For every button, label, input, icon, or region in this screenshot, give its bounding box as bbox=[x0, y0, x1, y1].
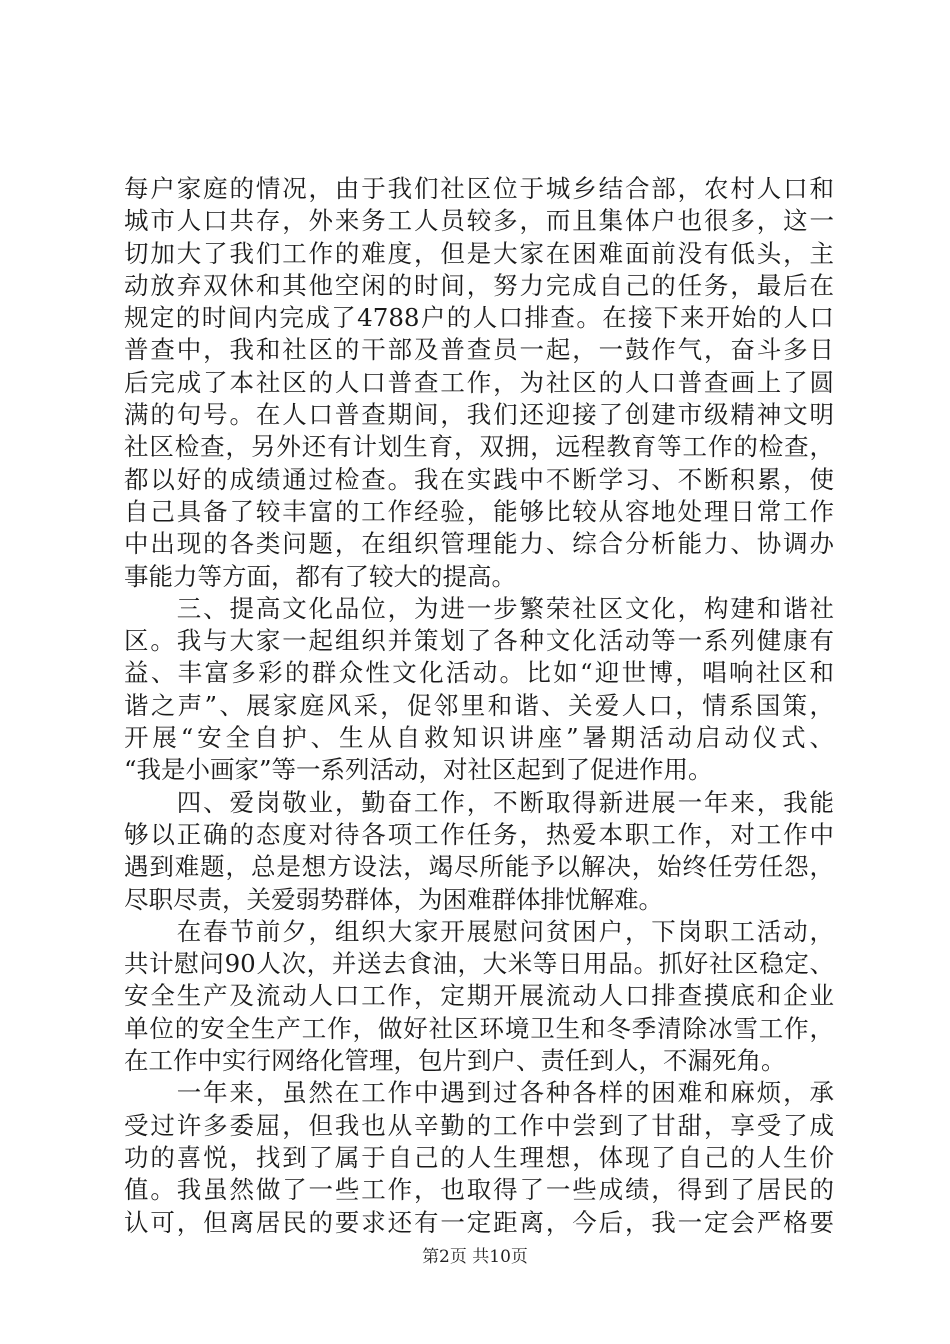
text-line: 单位的安全生产工作，做好社区环境卫生和冬季清除冰雪工作， bbox=[124, 1013, 834, 1043]
text-line: 受过许多委屈，但我也从辛勤的工作中尝到了甘甜，享受了成 bbox=[124, 1110, 834, 1140]
text-line: 认可，但离居民的要求还有一定距离，今后，我一定会严格要 bbox=[124, 1207, 834, 1237]
text-line: 城市人口共存，外来务工人员较多，而且集体户也很多，这一 bbox=[124, 206, 834, 236]
text-line: 自己具备了较丰富的工作经验，能够比较从容地处理日常工作 bbox=[124, 496, 834, 526]
text-line: 都以好的成绩通过检查。我在实践中不断学习、不断积累，使 bbox=[124, 464, 834, 494]
text-line: 后完成了本社区的人口普查工作，为社区的人口普查画上了圆 bbox=[124, 367, 834, 397]
paragraph bbox=[124, 787, 834, 916]
paragraph bbox=[124, 916, 834, 1077]
text-line: 谐之声”、展家庭风采，促邻里和谐、关爱人口，情系国策， bbox=[124, 690, 834, 720]
text-line: 满的句号。在人口普查期间，我们还迎接了创建市级精神文明 bbox=[124, 400, 834, 430]
text-line: 值。我虽然做了一些工作，也取得了一些成绩，得到了居民的 bbox=[124, 1175, 834, 1205]
paragraph bbox=[124, 1077, 834, 1238]
document-body bbox=[124, 173, 834, 1239]
text-line: 事能力等方面，都有了较大的提高。 bbox=[124, 561, 516, 591]
text-line: 中出现的各类问题，在组织管理能力、综合分析能力、协调办 bbox=[124, 529, 834, 559]
text-line: 切加大了我们工作的难度，但是大家在困难面前没有低头，主 bbox=[124, 238, 834, 268]
text-line: 尽职尽责，关爱弱势群体，为困难群体排忧解难。 bbox=[124, 884, 663, 914]
text-line: 益、丰富多彩的群众性文化活动。比如“迎世博，唱响社区和 bbox=[124, 658, 834, 688]
text-line: 在工作中实行网络化管理，包片到户、责任到人，不漏死角。 bbox=[124, 1046, 786, 1076]
text-line: 功的喜悦，找到了属于自己的人生理想，体现了自己的人生价 bbox=[124, 1142, 834, 1172]
text-line: 规定的时间内完成了4788户的人口排查。在接下来开始的人口 bbox=[124, 303, 834, 333]
text-line: 在春节前夕，组织大家开展慰问贫困户，下岗职工活动， bbox=[124, 916, 834, 946]
text-line: “我是小画家”等一系列活动，对社区起到了促进作用。 bbox=[124, 755, 713, 785]
paragraph bbox=[124, 173, 834, 593]
text-line: 每户家庭的情况，由于我们社区位于城乡结合部，农村人口和 bbox=[124, 174, 834, 203]
text-line: 四、爱岗敬业，勤奋工作，不断取得新进展一年来，我能 bbox=[124, 787, 834, 817]
text-line: 三、提高文化品位，为进一步繁荣社区文化，构建和谐社 bbox=[124, 593, 834, 623]
text-line: 够以正确的态度对待各项工作任务，热爱本职工作，对工作中 bbox=[124, 819, 834, 849]
text-line: 一年来，虽然在工作中遇到过各种各样的困难和麻烦，承 bbox=[124, 1078, 834, 1108]
text-line: 安全生产及流动人口工作，定期开展流动人口排查摸底和企业 bbox=[124, 981, 834, 1011]
text-line: 开展“安全自护、生从自救知识讲座”暑期活动启动仪式、 bbox=[124, 723, 834, 753]
text-line: 遇到难题，总是想方设法，竭尽所能予以解决，始终任劳任怨， bbox=[124, 852, 834, 882]
page-footer: 第2页 共10页 bbox=[422, 1247, 528, 1267]
text-line: 社区检查，另外还有计划生育，双拥，远程教育等工作的检查， bbox=[124, 432, 834, 462]
text-line: 动放弃双休和其他空闲的时间，努力完成自己的任务，最后在 bbox=[124, 270, 834, 300]
paragraph bbox=[124, 593, 834, 787]
text-line: 区。我与大家一起组织并策划了各种文化活动等一系列健康有 bbox=[124, 626, 834, 656]
text-line: 普查中，我和社区的干部及普查员一起，一鼓作气，奋斗多日 bbox=[124, 335, 834, 365]
text-line: 共计慰问90人次，并送去食油，大米等日用品。抓好社区稳定、 bbox=[124, 949, 834, 979]
